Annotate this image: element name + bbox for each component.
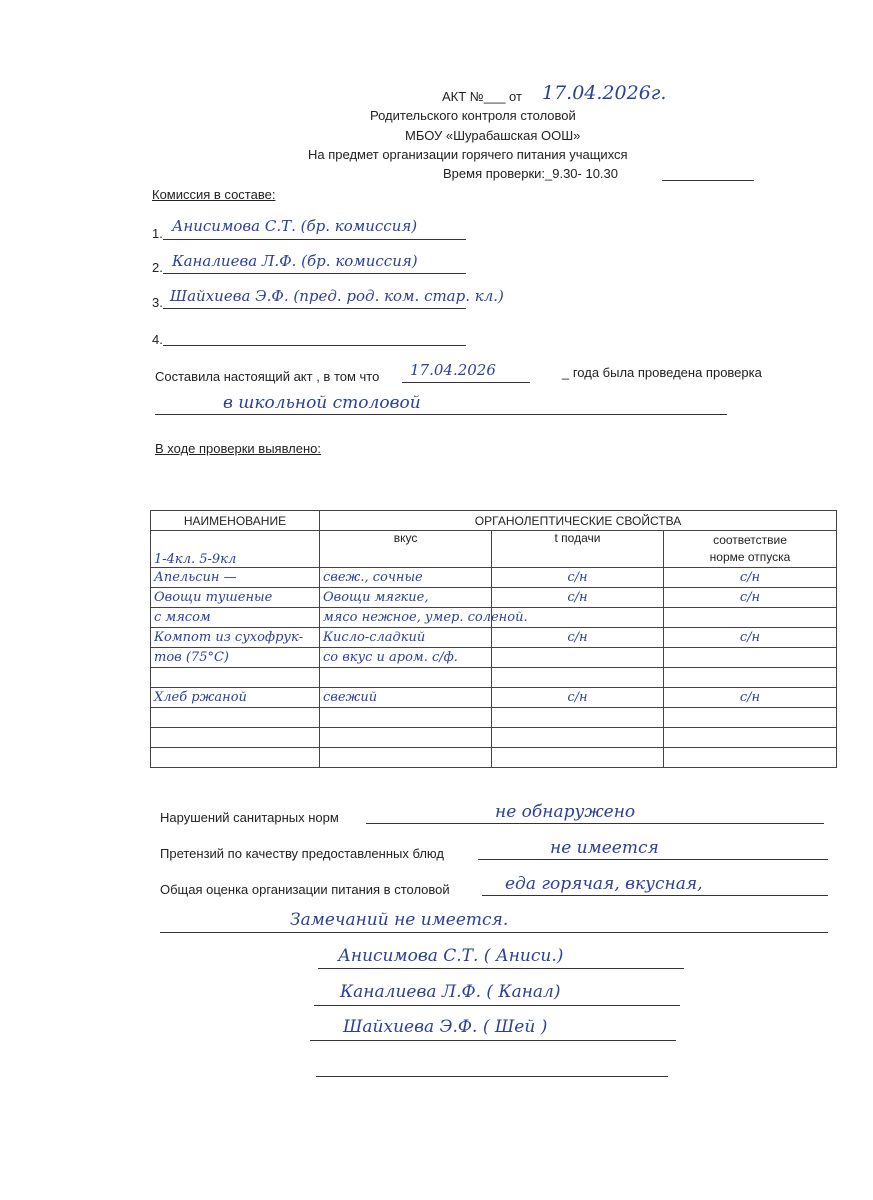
table-row: [151, 648, 837, 668]
header-norm: [664, 531, 837, 568]
header-norm-line2: норме отпуска: [709, 550, 791, 564]
signature-1: Анисимова С.Т. ( Аниси.): [338, 946, 564, 966]
table-row: [151, 708, 837, 728]
grade-note: 1-4кл. 5-9кл: [151, 531, 320, 568]
cell-norm: [664, 648, 837, 668]
cell-name: Хлеб ржаной: [151, 688, 320, 708]
cell-temp: с/н: [492, 628, 664, 648]
violations-value: не обнаружено: [495, 802, 636, 822]
cell-name: Компот из сухофрук-: [151, 628, 320, 648]
cell-name: тов (75°С): [151, 648, 320, 668]
header-properties: ОРГАНОЛЕПТИЧЕСКИЕ СВОЙСТВА: [320, 511, 837, 531]
cell-norm: с/н: [664, 688, 837, 708]
cell-name: [151, 748, 320, 768]
cell-taste: [320, 668, 492, 688]
cell-name: Апельсин —: [151, 568, 320, 588]
remarks: Замечаний не имеется.: [290, 910, 509, 930]
cell-name: [151, 668, 320, 688]
commission-member: Каналиева Л.Ф. (бр. комиссия): [172, 252, 418, 270]
table-row: [151, 728, 837, 748]
header-taste: вкус: [320, 531, 492, 568]
statement-suffix: _ года была проведена проверка: [562, 365, 762, 380]
cell-temp: с/н: [492, 568, 664, 588]
cell-temp: [492, 728, 664, 748]
cell-name: Овощи тушеные: [151, 588, 320, 608]
header-norm-line1: соответствие: [713, 533, 787, 547]
cell-name: [151, 708, 320, 728]
overall-label: Общая оценка организации питания в столовой: [160, 882, 450, 897]
claims-value: не имеется: [550, 838, 659, 858]
header-line-2: МБОУ «Шурабашская ООШ»: [405, 128, 581, 143]
findings-label: В ходе проверки выявлено:: [155, 441, 322, 456]
cell-temp: [492, 708, 664, 728]
cell-norm: с/н: [664, 568, 837, 588]
header-name: НАИМЕНОВАНИЕ: [151, 511, 320, 531]
inspection-time: Время проверки:_9.30- 10.30: [443, 166, 619, 181]
member-number: 2.: [152, 260, 163, 275]
header-temperature: t подачи: [492, 531, 664, 568]
table-row: [151, 668, 837, 688]
cell-norm: [664, 748, 837, 768]
cell-taste: свежий: [320, 688, 492, 708]
cell-taste: мясо нежное, умер. соленой.: [320, 608, 492, 628]
cell-taste: со вкус и аром. с/ф.: [320, 648, 492, 668]
statement-date: 17.04.2026: [410, 361, 496, 379]
table-row: [151, 628, 837, 648]
cell-taste: [320, 748, 492, 768]
signature-2: Каналиева Л.Ф. ( Канал): [340, 982, 561, 1002]
claims-label: Претензий по качеству предоставленных блюд: [160, 846, 444, 861]
inspection-place: в школьной столовой: [223, 393, 421, 413]
cell-temp: [492, 648, 664, 668]
violations-label: Нарушений санитарных норм: [160, 810, 339, 825]
cell-temp: с/н: [492, 688, 664, 708]
cell-norm: с/н: [664, 588, 837, 608]
cell-name: [151, 728, 320, 748]
table-row: [151, 748, 837, 768]
cell-taste: свеж., сочные: [320, 568, 492, 588]
member-number: 4.: [152, 332, 163, 347]
cell-norm: [664, 728, 837, 748]
member-number: 3.: [152, 295, 163, 310]
cell-norm: [664, 668, 837, 688]
header-line-3: На предмет организации горячего питания учащихся: [308, 147, 628, 162]
cell-name: с мясом: [151, 608, 320, 628]
cell-taste: Овощи мягкие,: [320, 588, 492, 608]
commission-label: Комиссия в составе:: [152, 187, 276, 202]
commission-member: Шайхиева Э.Ф. (пред. род. ком. стар. кл.): [170, 287, 504, 305]
cell-taste: [320, 728, 492, 748]
cell-temp: [492, 748, 664, 768]
act-date: 17.04.2026г.: [542, 82, 667, 104]
cell-taste: [320, 708, 492, 728]
table-row: [151, 608, 837, 628]
table-row: [151, 688, 837, 708]
signature-3: Шайхиева Э.Ф. ( Шей ): [343, 1017, 548, 1037]
table-row: [151, 588, 837, 608]
table-row: [151, 568, 837, 588]
member-number: 1.: [152, 226, 163, 241]
cell-temp: с/н: [492, 588, 664, 608]
cell-taste: Кисло-сладкий: [320, 628, 492, 648]
cell-norm: с/н: [664, 628, 837, 648]
statement-prefix: Составила настоящий акт , в том что: [155, 369, 380, 384]
header-line-1: Родительского контроля столовой: [370, 108, 576, 123]
cell-temp: [492, 668, 664, 688]
act-label: АКТ №___ от: [442, 89, 522, 104]
commission-member: Анисимова С.Т. (бр. комиссия): [172, 217, 418, 235]
cell-norm: [664, 708, 837, 728]
cell-norm: [664, 608, 837, 628]
overall-value: еда горячая, вкусная,: [505, 874, 703, 894]
organoleptic-table: [150, 510, 837, 768]
